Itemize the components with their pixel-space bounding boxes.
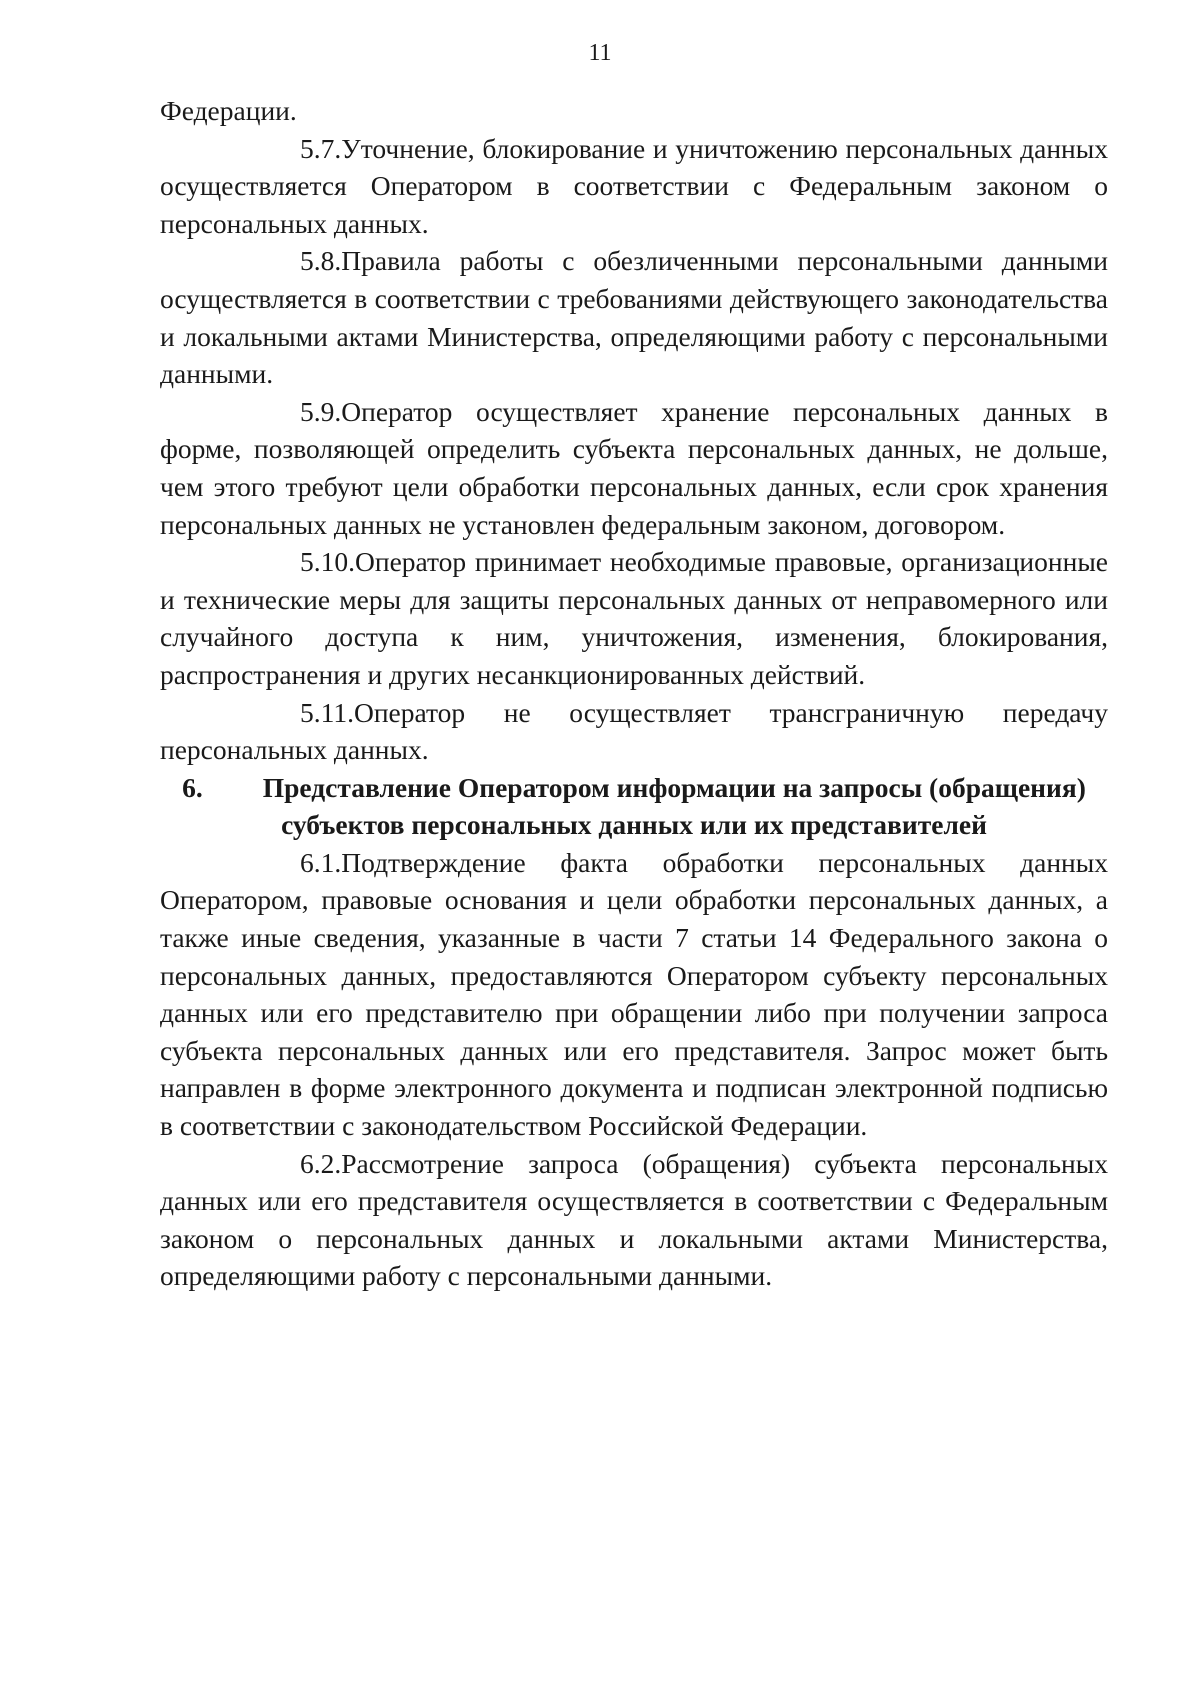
clause-text: Правила работы с обезличенными персональными данными осуществляется в соответствии с требованиями действующего законодательства и локальными актами Министерства, определяющими работу с персональными данными.: [160, 245, 1108, 390]
clause-number: 5.9.: [300, 395, 342, 427]
clause-number: 6.1.: [300, 846, 342, 878]
clause-5-9: [160, 393, 1108, 543]
page-number: 11: [588, 40, 612, 66]
clause-number: 5.11.: [300, 696, 354, 728]
clause-5-7: [160, 130, 1108, 243]
clause-text: Уточнение, блокирование и уничтожению персональных данных осуществляется Оператором в соответствии с Федеральным законом о персональных данных.: [160, 132, 1108, 239]
section-heading: [160, 769, 1108, 844]
clause-number: 5.8.: [300, 245, 342, 277]
clause-number: 5.10.: [300, 546, 355, 578]
clause-number: 5.7.: [300, 132, 342, 164]
clause-text: Оператор не осуществляет трансграничную передачу персональных данных.: [160, 696, 1108, 766]
clause-5-10: [160, 543, 1108, 693]
clause-6-1: [160, 844, 1108, 1145]
clause-5-8: [160, 242, 1108, 392]
clause-number: 6.2.: [300, 1147, 342, 1179]
section-title: Представление Оператором информации на запросы (обращения) субъектов персональных данных или их представителей: [262, 771, 1086, 841]
clause-text: Оператор принимает необходимые правовые, организационные и технические меры для защиты персональных данных от неправомерного или случайного доступа к ним, уничтожения, изменения, блокирования, распространения и других несанкционированных действий.: [160, 546, 1108, 690]
clause-5-11: [160, 694, 1108, 769]
lead-fragment: Федерации.: [160, 95, 297, 126]
document-body: [160, 92, 1108, 1295]
section-number: 6.: [182, 771, 203, 803]
clause-text: Подтверждение факта обработки персональных данных Оператором, правовые основания и цели обработки персональных данных, а также иные сведения, указанные в части 7 статьи 14 Федерального закона о персональных данных, предоставляются Оператором субъекту персональных данных или его представителю при обращении либо при получении запроса субъекта персональных данных или его представителя. Запрос может быть направлен в форме электронного документа и подписан электронной подписью в соответствии с законодательством Российской Федерации.: [160, 846, 1108, 1142]
clause-6-2: [160, 1145, 1108, 1295]
clause-text: Оператор осуществляет хранение персональных данных в форме, позволяющей определить субъекта персональных данных, не дольше, чем этого требуют цели обработки персональных данных, если срок хранения персональных данных не установлен федеральным законом, договором.: [160, 395, 1108, 540]
clause-text: Рассмотрение запроса (обращения) субъекта персональных данных или его представителя осуществляется в соответствии с Федеральным законом о персональных данных и локальными актами Министерства, определяющими работу с персональными данными.: [160, 1147, 1108, 1292]
